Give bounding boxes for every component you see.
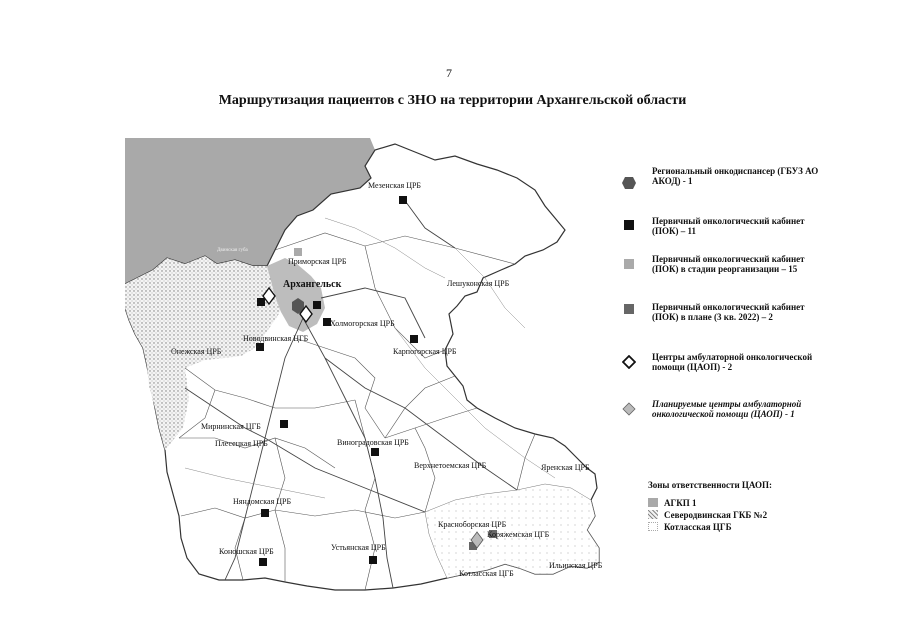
page-number: 7 <box>446 66 452 80</box>
pok-marker-vinogradov <box>371 448 379 456</box>
reorg-marker-primorsk <box>294 248 302 256</box>
pok-marker-city-1 <box>257 298 265 306</box>
legend-label: Региональный онкодиспансер (ГБУЗ АО АКОД) - 1 <box>652 166 819 186</box>
square-light-icon <box>622 257 636 271</box>
pok-marker-mirny <box>280 420 288 428</box>
square-dark-icon <box>622 302 636 316</box>
square-black-icon <box>622 218 636 232</box>
legend-label: Центры амбулаторной онкологической помощи (ЦАОП) - 2 <box>652 352 813 372</box>
label-yarensk: Яренская ЦРБ <box>541 463 590 472</box>
zone-label: Северодвинская ГКБ №2 <box>664 510 768 520</box>
map-title: Маршрутизация пациентов с ЗНО на территории Архангельской области <box>218 93 687 108</box>
label-mirny: Мирнинская ЦГБ <box>201 422 261 431</box>
pok-marker-ustya <box>369 556 377 564</box>
legend-label: Первичный онкологический кабинет (ПОК) – 11 <box>652 216 805 236</box>
label-karpogory: Карпогорская ЦРБ <box>393 347 457 356</box>
label-nyandoma: Няндомская ЦРБ <box>233 497 292 506</box>
label-onega: Онежская ЦРБ <box>171 347 222 356</box>
label-verkhnetoem: Верхнетоемская ЦРБ <box>414 461 487 470</box>
sea-label: Двинская губа <box>217 248 248 253</box>
zones-title: Зоны ответственности ЦАОП: <box>648 480 772 490</box>
zone-swatch-solid <box>648 498 658 507</box>
zone-label: АГКП 1 <box>664 498 697 508</box>
diamond-outline-icon <box>622 355 636 369</box>
label-ilinsk: Ильинская ЦРБ <box>549 561 603 570</box>
legend-label: Первичный онкологический кабинет (ПОК) в стадии реорганизации – 15 <box>652 254 805 274</box>
legend-label: Первичный онкологический кабинет (ПОК) в плане (3 кв. 2022) – 2 <box>652 302 805 322</box>
label-konosha: Коношская ЦРБ <box>219 547 274 556</box>
label-kotlas: Котласская ЦГБ <box>459 569 514 578</box>
label-novodvinsk: Новодвинская ЦГБ <box>243 334 309 343</box>
legend-label: Планируемые центры амбулаторной онкологической помощи (ЦАОП) - 1 <box>652 399 802 419</box>
pok-marker-city-2 <box>313 301 321 309</box>
pok-marker-mezen <box>399 196 407 204</box>
pok-marker-konosha <box>259 558 267 566</box>
label-ustya: Устьянская ЦРБ <box>331 543 386 552</box>
zone-swatch-sparse <box>648 522 658 531</box>
label-vinogradov: Виноградовская ЦРБ <box>337 438 409 447</box>
label-arkhangelsk: Архангельск <box>283 279 342 290</box>
label-primorsk: Приморская ЦРБ <box>288 257 347 266</box>
reorg-markers <box>294 248 302 256</box>
label-mezen: Мезенская ЦРБ <box>368 181 422 190</box>
pok-marker-karpogory <box>410 335 418 343</box>
pok-marker-nyandoma <box>261 509 269 517</box>
pok-marker-novodvinsk <box>256 343 264 351</box>
zone-swatch-dotted <box>648 510 658 519</box>
region-map <box>125 138 625 598</box>
label-krasnobor: Красноборская ЦРБ <box>438 520 507 529</box>
label-kholmogory: Холмогорская ЦРБ <box>330 319 395 328</box>
zone-label: Котласская ЦГБ <box>664 522 732 532</box>
label-koryazhma: Коряжемская ЦГБ <box>487 530 550 539</box>
diamond-light-icon <box>622 402 636 416</box>
label-leshukon: Лешуконская ЦРБ <box>447 279 510 288</box>
hexagon-icon <box>622 176 636 190</box>
label-plesetsk: Плесецкая ЦРБ <box>215 439 268 448</box>
